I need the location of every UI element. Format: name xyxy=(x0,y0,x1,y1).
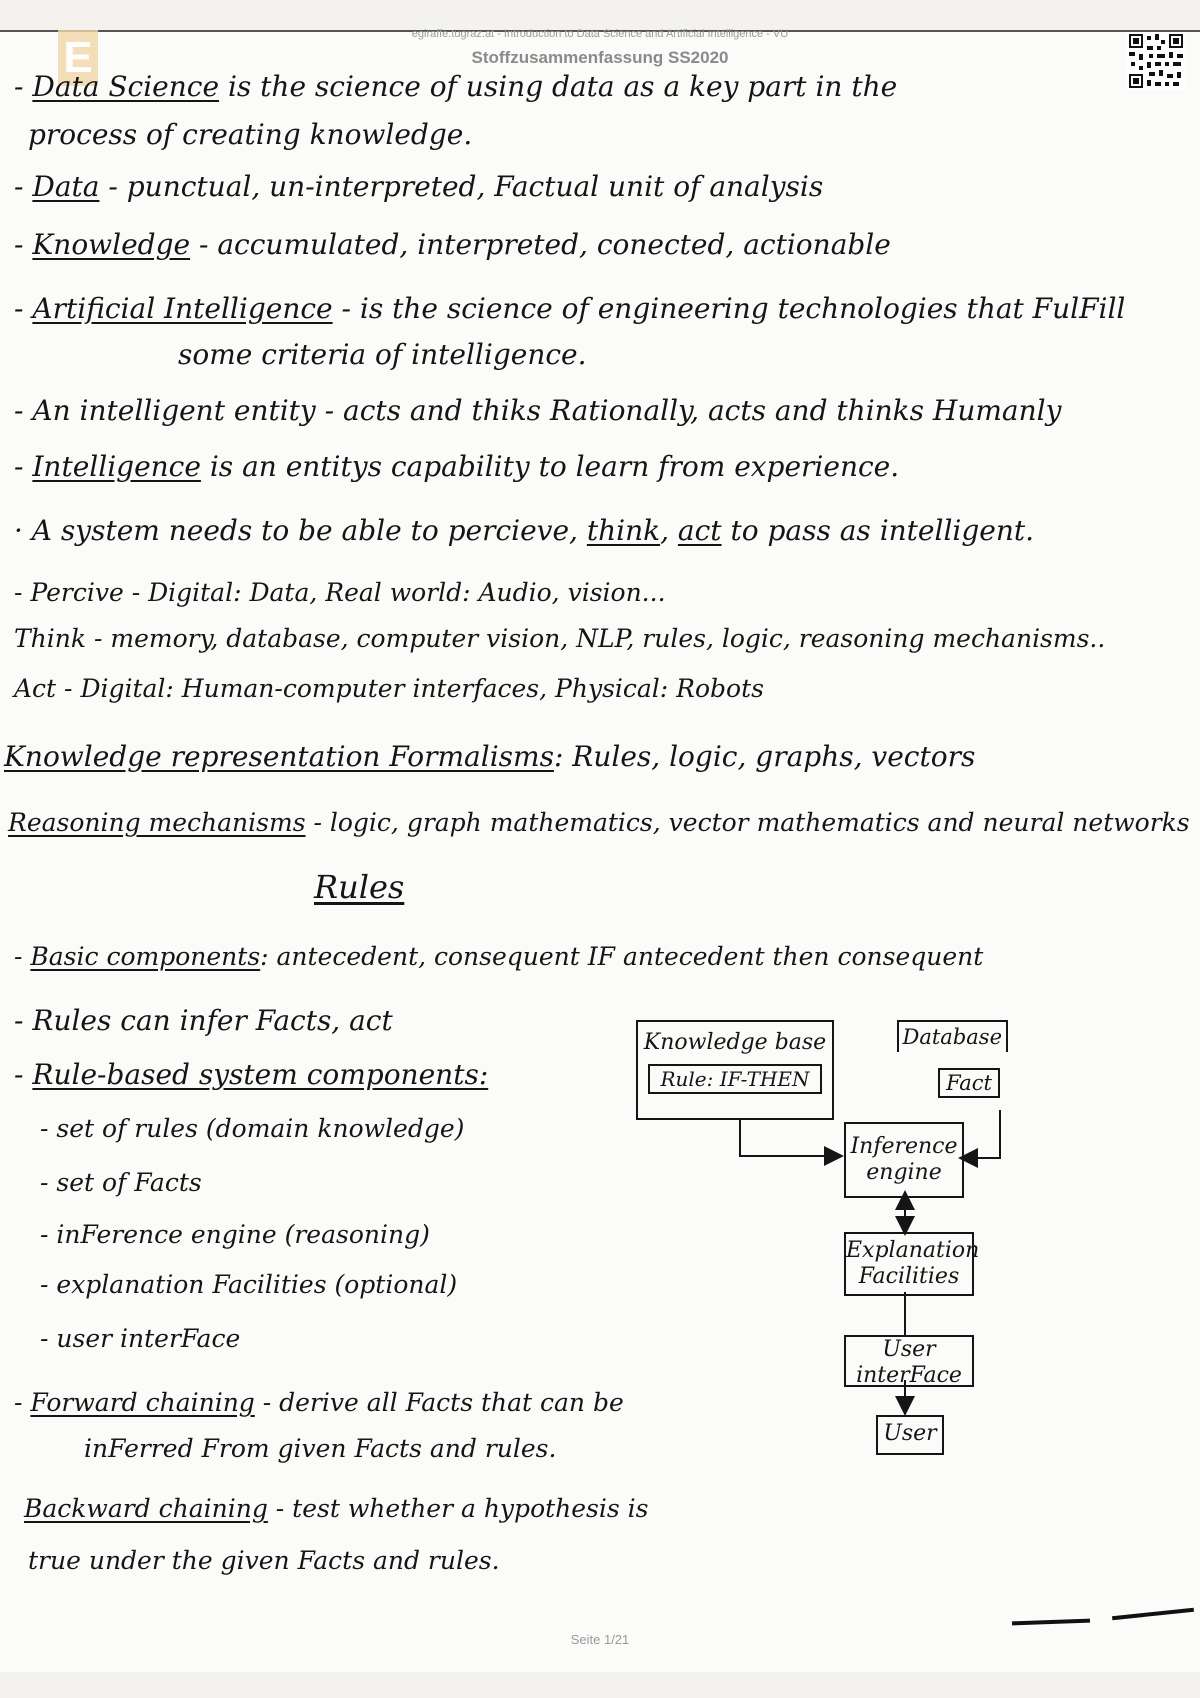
note-line-percive: - Percive - Digital: Data, Real world: Audio, vision... xyxy=(14,578,666,607)
term-knowledge: Knowledge xyxy=(32,228,191,261)
term-think: think xyxy=(586,514,661,547)
note-line: process of creating knowledge. xyxy=(28,118,473,151)
note-line-data: - Data - punctual, un-interpreted, Factual unit of analysis xyxy=(14,170,824,203)
knowledge-base-label: Knowledge base xyxy=(643,1030,827,1055)
note-line-act: Act - Digital: Human-computer interfaces, Physical: Robots xyxy=(14,674,764,703)
note-text: - punctual, un-interpreted, Factual unit of analysis xyxy=(99,170,824,203)
component-item: - inFerence engine (reasoning) xyxy=(40,1220,430,1249)
note-line-ai: - Artificial Intelligence - is the science of engineering technologies that FulFill xyxy=(14,292,1126,325)
rules-heading: Rules xyxy=(314,868,405,906)
note-line: inFerred From given Facts and rules. xyxy=(84,1434,557,1463)
user-box xyxy=(876,1415,944,1455)
note-text: · A system needs to be able to percieve, xyxy=(14,514,587,547)
qr-code-icon xyxy=(1127,32,1185,90)
term-backward-chaining: Backward chaining xyxy=(24,1494,268,1523)
database-label: Database xyxy=(897,1020,1008,1052)
fact-box: Fact xyxy=(938,1068,1000,1098)
site-logo: E xyxy=(58,30,98,86)
note-line-backward-chaining xyxy=(24,1492,648,1526)
user-label: User xyxy=(883,1421,937,1446)
note-line-system: · A system needs to be able to percieve, think, act to pass as intelligent. xyxy=(14,514,1035,547)
note-text: is the science of using data as a key part in the xyxy=(219,70,898,103)
note-text: - logic, graph mathematics, vector mathematics and neural networks xyxy=(305,808,1190,837)
source-line: egiraffe.tugraz.at - Introduction to Data Science and Artificial Intelligence - VU xyxy=(411,28,789,40)
inference-engine-box xyxy=(844,1122,964,1198)
note-text: - is the science of engineering technologies that FulFill xyxy=(332,292,1126,325)
note-line-think: Think - memory, database, computer vision, NLP, rules, logic, reasoning mechanisms.. xyxy=(14,624,1106,653)
rule-based-system-diagram xyxy=(630,1010,1010,1490)
page-number: Seite 1/21 xyxy=(570,1632,630,1647)
note-line-knowledge: - Knowledge - accumulated, interpreted, conected, actionable xyxy=(14,228,891,261)
note-line-intelligent-entity: - An intelligent entity - acts and thiks Rationally, acts and thinks Humanly xyxy=(14,394,1062,427)
term-forward-chaining: Forward chaining xyxy=(30,1388,255,1417)
note-text: to pass as intelligent. xyxy=(721,514,1035,547)
user-interface-label: User interFace xyxy=(856,1337,962,1388)
component-item: - set of rules (domain knowledge) xyxy=(40,1114,465,1143)
document-title: Stoffzusammenfassung SS2020 xyxy=(471,48,729,67)
term-reasoning: Reasoning mechanisms xyxy=(8,808,306,837)
explanation-facilities-label: Explanation Facilities xyxy=(846,1238,980,1289)
notebook-page xyxy=(0,30,1200,1672)
term-basic-components: Basic components xyxy=(30,942,261,971)
note-line-infer: - Rules can infer Facts, act xyxy=(14,1004,393,1037)
term-ai: Artificial Intelligence xyxy=(32,292,333,325)
user-interface-box xyxy=(844,1335,974,1387)
knowledge-base-box xyxy=(636,1020,834,1120)
note-text: - test whether a hypothesis is xyxy=(267,1494,649,1523)
term-intelligence: Intelligence xyxy=(32,450,201,483)
note-line-reasoning xyxy=(8,806,1190,840)
note-line: true under the given Facts and rules. xyxy=(28,1546,500,1575)
term-data-science: Data Science xyxy=(32,70,220,103)
note-text: - derive all Facts that can be xyxy=(254,1388,624,1417)
component-item: - user interFace xyxy=(40,1324,241,1353)
note-line-basic-components: - Basic components: antecedent, consequent IF antecedent then consequent xyxy=(14,942,984,971)
note-text: is an entitys capability to learn from experience. xyxy=(200,450,900,483)
database-box xyxy=(902,1010,1008,1108)
term-act: act xyxy=(677,514,722,547)
explanation-facilities-box xyxy=(844,1232,980,1296)
note-text: : Rules, logic, graphs, vectors xyxy=(553,740,976,773)
component-item: - explanation Facilities (optional) xyxy=(40,1270,458,1299)
note-text: : antecedent, consequent IF antecedent then consequent xyxy=(260,942,984,971)
note-text: - accumulated, interpreted, conected, actionable xyxy=(190,228,891,261)
note-line-data-science: - Data Science is the science of using data as a key part in the xyxy=(14,70,898,103)
note-line-kr-formalisms xyxy=(4,740,975,774)
component-item: - set of Facts xyxy=(40,1168,202,1197)
rule-box: Rule: IF-THEN xyxy=(648,1064,822,1094)
note-line-forward-chaining: - Forward chaining - derive all Facts that can be xyxy=(14,1388,624,1417)
inference-engine-label: Inference engine xyxy=(850,1134,958,1185)
note-line-rb-components: - Rule-based system components: xyxy=(14,1058,489,1091)
note-line: some criteria of intelligence. xyxy=(178,338,587,371)
term-rb-components: Rule-based system components: xyxy=(32,1058,489,1091)
term-kr-formalisms: Knowledge representation Formalisms xyxy=(4,740,554,773)
term-data: Data xyxy=(32,170,100,203)
note-line-intelligence: - Intelligence is an entitys capability to learn from experience. xyxy=(14,450,900,483)
